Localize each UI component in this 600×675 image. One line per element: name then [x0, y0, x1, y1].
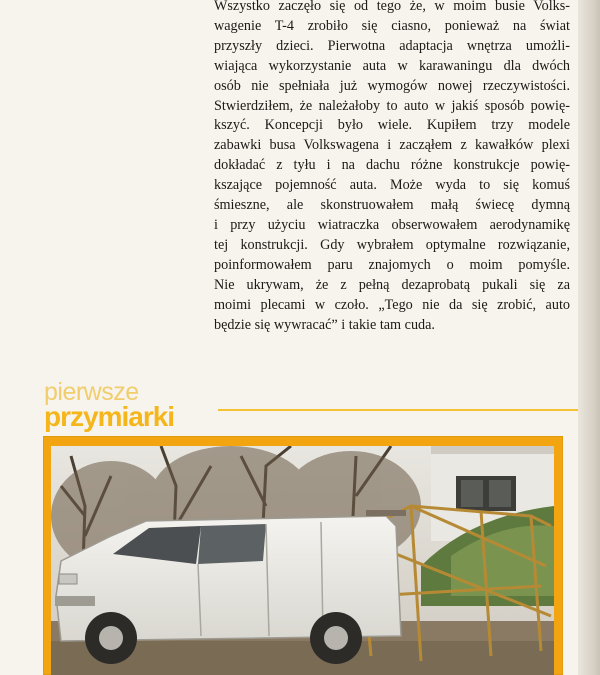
article-line: moimi plecami w czoło. „Tego nie da się zrobić, auto [214, 296, 570, 313]
article-line: osób nie spełniała już wymogów nowej rzeczywistości. [214, 77, 570, 94]
article-line: przyszły dzieci. Pierwotna adaptacja wnętrza umożli- [214, 37, 570, 54]
article-line: poinformowałem paru znajomych o moim pomyśle. [214, 256, 570, 273]
section-heading [44, 380, 174, 431]
heading-line-przymiarki: przymiarki [44, 401, 175, 432]
article-line: dokładać z tyłu i na dachu różne konstrukcje powię- [214, 157, 570, 174]
article-line: kszyć. Koncepcji było wiele. Kupiłem trzy modele [214, 117, 570, 134]
article-line: Wszystko zaczęło się od tego że, w moim busie Volks- [214, 0, 570, 14]
article-line: wiająca wykorzystanie auta w karawaningu dla dwóch [214, 57, 570, 74]
article-line: Stwierdziłem, że należałoby to auto w jakiś sposób powię- [214, 97, 570, 114]
article-line: będzie się wywracać” i takie tam cuda. [214, 316, 435, 333]
article-line: tej konstrukcji. Gdy wybrałem optymalne rozwiązanie, [214, 236, 570, 253]
article-line: kszające pojemność auta. Może wyda to się komuś [214, 177, 570, 194]
article-line: Nie ukrywam, że z pełną dezaprobatą pukali się za [214, 276, 570, 293]
article-line: wagenie T-4 zrobiło się ciasno, ponieważ na świat [214, 17, 570, 34]
heading-line-pierwsze: pierwsze [44, 378, 139, 406]
article-line: zabawki busa Volkswagena i zacząłem z kawałków plexi [214, 137, 570, 154]
article-line: i przy użyciu wiatraczka obserwowałem aerodynamikę [214, 216, 570, 233]
article-body [214, 0, 570, 335]
article-line: śmieszne, ale skonstruowałem małą świecę dymną [214, 197, 570, 214]
faded-background-mark [70, 4, 200, 38]
van-photo-illustration [51, 446, 554, 675]
page-edge [578, 0, 600, 675]
van-photo [51, 446, 554, 675]
heading-divider [218, 409, 600, 411]
